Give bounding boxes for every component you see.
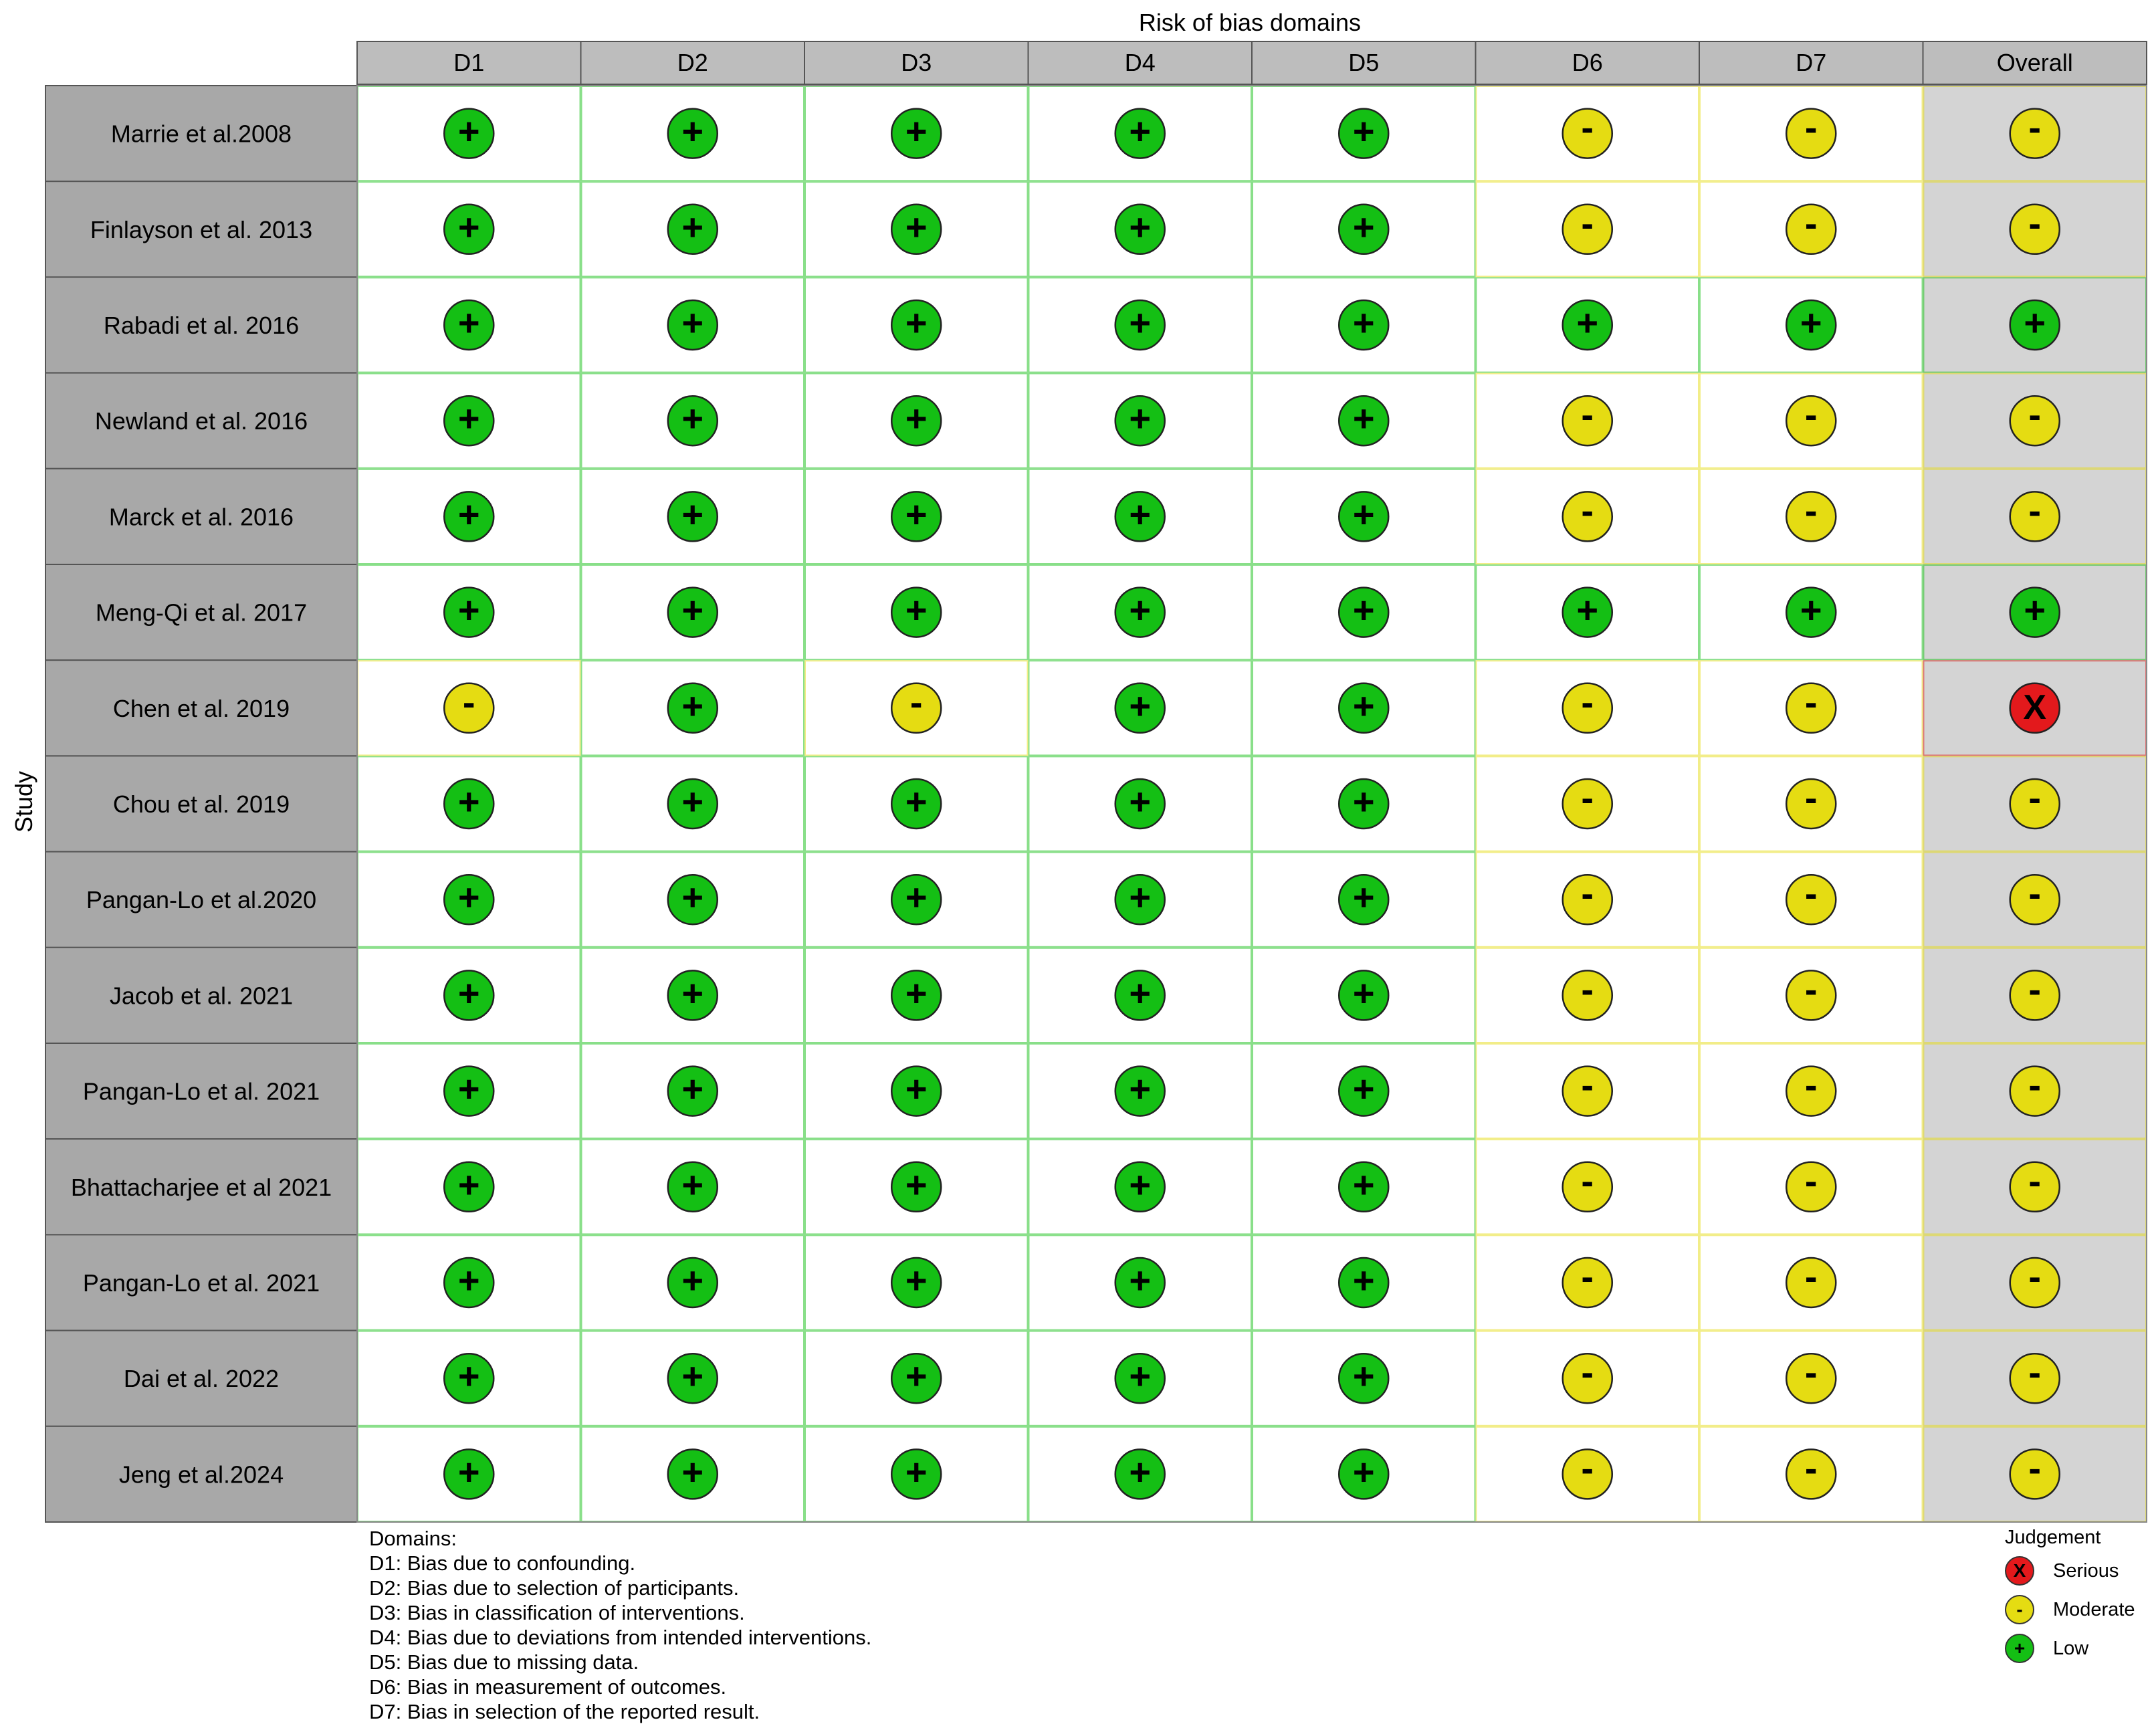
- judgement-symbol-moderate: -: [1804, 968, 1818, 1010]
- domain-description-d2: D2: Bias due to selection of participants.: [369, 1576, 740, 1600]
- judgement-symbol-low: +: [1129, 876, 1152, 919]
- judgement-symbol-low: +: [457, 1067, 480, 1110]
- judgement-symbol-moderate: -: [1804, 1063, 1818, 1106]
- study-label: Pangan-Lo et al. 2021: [82, 1077, 320, 1105]
- study-label: Meng-Qi et al. 2017: [95, 599, 308, 627]
- judgement-symbol-moderate: -: [462, 680, 475, 723]
- study-label: Jacob et al. 2021: [109, 982, 294, 1010]
- column-header-d1: D1: [453, 49, 485, 76]
- judgement-symbol-moderate: -: [1581, 393, 1594, 436]
- judgement-symbol-moderate: -: [1804, 1446, 1818, 1489]
- judgement-symbol-moderate: -: [2028, 776, 2042, 819]
- judgement-symbol-low: +: [1129, 1163, 1152, 1206]
- judgement-symbol-low: +: [1129, 684, 1152, 727]
- judgement-symbol-moderate: -: [1804, 680, 1818, 723]
- judgement-symbol-low: +: [1576, 302, 1599, 344]
- study-label: Pangan-Lo et al.2020: [86, 886, 317, 914]
- judgement-symbol-moderate: -: [2028, 872, 2042, 915]
- judgement-symbol-low: +: [1129, 1355, 1152, 1398]
- judgement-symbol-moderate: -: [1804, 1159, 1818, 1202]
- study-label: Chou et al. 2019: [112, 790, 290, 818]
- judgement-symbol-moderate: -: [1581, 776, 1594, 819]
- judgement-symbol-low: +: [1129, 1450, 1152, 1493]
- judgement-symbol-low: +: [905, 493, 928, 536]
- judgement-symbol-moderate: -: [1804, 872, 1818, 915]
- judgement-symbol-low: +: [681, 1067, 704, 1110]
- column-header-d2: D2: [677, 49, 708, 76]
- judgement-symbol-moderate: -: [1581, 106, 1594, 148]
- judgement-symbol-low: +: [1129, 493, 1152, 536]
- column-header-d5: D5: [1348, 49, 1380, 76]
- domain-description-d4: D4: Bias due to deviations from intended interventions.: [369, 1626, 872, 1649]
- judgement-symbol-low: +: [1129, 205, 1152, 248]
- judgement-symbol-moderate: -: [2028, 489, 2042, 532]
- judgement-symbol-moderate: -: [1581, 1351, 1594, 1394]
- chart-title: Risk of bias domains: [1138, 9, 1362, 36]
- judgement-symbol-low: +: [1129, 1259, 1152, 1301]
- judgement-symbol-moderate: -: [1581, 968, 1594, 1010]
- judgement-symbol-moderate: -: [909, 680, 923, 723]
- judgement-symbol-low: +: [681, 1355, 704, 1398]
- serious-x-icon: X: [2005, 1556, 2034, 1586]
- judgement-symbol-low: +: [1352, 493, 1375, 536]
- judgement-symbol-low: +: [905, 1163, 928, 1206]
- judgement-symbol-low: +: [2024, 588, 2046, 631]
- judgement-symbol-moderate: -: [1804, 1351, 1818, 1394]
- judgement-symbol-moderate: -: [2028, 1255, 2042, 1297]
- judgement-symbol-low: +: [681, 110, 704, 152]
- judgement-symbol-low: +: [457, 302, 480, 344]
- judgement-symbol-low: +: [1352, 780, 1375, 823]
- judgement-symbol-low: +: [681, 972, 704, 1014]
- judgement-symbol-moderate: -: [2028, 201, 2042, 244]
- judgement-symbol-moderate: -: [1804, 106, 1818, 148]
- judgement-symbol-low: +: [1352, 205, 1375, 248]
- judgement-symbol-low: +: [905, 588, 928, 631]
- judgement-symbol-low: +: [457, 780, 480, 823]
- judgement-symbol-low: +: [1352, 1355, 1375, 1398]
- judgement-symbol-low: +: [1129, 302, 1152, 344]
- judgement-symbol-low: +: [905, 972, 928, 1014]
- study-label: Bhattacharjee et al 2021: [70, 1173, 332, 1201]
- judgement-symbol-low: +: [1129, 1067, 1152, 1110]
- domains-title: Domains:: [369, 1527, 457, 1550]
- study-label: Rabadi et al. 2016: [103, 312, 300, 339]
- judgement-symbol-low: +: [1352, 397, 1375, 440]
- judgement-symbol-low: +: [457, 972, 480, 1014]
- moderate-minus-icon: -: [2005, 1595, 2034, 1624]
- judgement-symbol-moderate: -: [1581, 1159, 1594, 1202]
- judgement-symbol-moderate: -: [1581, 1063, 1594, 1106]
- judgement-symbol-moderate: -: [2028, 106, 2042, 148]
- judgement-symbol-low: +: [457, 205, 480, 248]
- judgement-symbol-low: +: [457, 493, 480, 536]
- column-header-d6: D6: [1572, 49, 1603, 76]
- judgement-symbol-low: +: [905, 1259, 928, 1301]
- judgement-symbol-low: +: [905, 876, 928, 919]
- study-label: Newland et al. 2016: [94, 407, 308, 435]
- judgement-symbol-low: +: [905, 397, 928, 440]
- judgement-symbol-low: +: [905, 780, 928, 823]
- study-label: Finlayson et al. 2013: [90, 215, 313, 243]
- judgement-symbol-low: +: [905, 1067, 928, 1110]
- judgement-symbol-low: +: [1129, 972, 1152, 1014]
- study-label: Pangan-Lo et al. 2021: [82, 1269, 320, 1297]
- judgement-symbol-low: +: [457, 1450, 480, 1493]
- judgement-symbol-low: +: [1352, 110, 1375, 152]
- judgement-symbol-low: +: [1352, 302, 1375, 344]
- judgement-symbol-moderate: -: [1581, 680, 1594, 723]
- judgement-symbol-low: +: [1352, 972, 1375, 1014]
- judgement-symbol-low: +: [457, 588, 480, 631]
- judgement-symbol-low: +: [905, 1355, 928, 1398]
- domain-description-d5: D5: Bias due to missing data.: [369, 1650, 639, 1674]
- column-header-d3: D3: [901, 49, 932, 76]
- judgement-symbol-low: +: [1352, 1067, 1375, 1110]
- legend-label-serious: Serious: [2053, 1559, 2119, 1582]
- judgement-symbol-low: +: [681, 876, 704, 919]
- y-axis-label: Study: [10, 770, 37, 833]
- judgement-symbol-low: +: [457, 876, 480, 919]
- judgement-symbol-low: +: [457, 397, 480, 440]
- judgement-symbol-moderate: -: [2028, 1351, 2042, 1394]
- judgement-symbol-low: +: [681, 780, 704, 823]
- judgement-symbol-low: +: [681, 205, 704, 248]
- judgement-symbol-low: +: [457, 110, 480, 152]
- judgement-symbol-low: +: [2024, 302, 2046, 344]
- judgement-symbol-moderate: -: [2028, 1159, 2042, 1202]
- grid-layer: [45, 41, 2147, 1522]
- judgement-symbol-low: +: [1129, 588, 1152, 631]
- domain-description-d3: D3: Bias in classification of interventions.: [369, 1601, 745, 1624]
- judgement-symbol-low: +: [1800, 588, 1822, 631]
- judgement-symbol-low: +: [681, 1259, 704, 1301]
- judgement-symbol-moderate: -: [1581, 489, 1594, 532]
- study-label: Marck et al. 2016: [108, 503, 294, 531]
- study-label: Jeng et al.2024: [118, 1461, 284, 1489]
- judgement-symbol-moderate: -: [1581, 201, 1594, 244]
- judgement-symbol-low: +: [905, 302, 928, 344]
- judgement-symbol-moderate: -: [1804, 776, 1818, 819]
- judgement-symbol-low: +: [1129, 110, 1152, 152]
- judgement-symbol-low: +: [681, 302, 704, 344]
- column-header-d4: D4: [1124, 49, 1156, 76]
- judgement-symbol-moderate: -: [1581, 872, 1594, 915]
- judgement-symbol-moderate: -: [1804, 489, 1818, 532]
- judgement-symbol-moderate: -: [2028, 1446, 2042, 1489]
- judgement-symbol-moderate: -: [1804, 1255, 1818, 1297]
- column-header-overall: Overall: [1996, 49, 2073, 76]
- judgement-symbol-moderate: -: [1804, 201, 1818, 244]
- judgement-symbol-low: +: [905, 205, 928, 248]
- judgement-symbol-low: +: [681, 588, 704, 631]
- judgement-symbol-moderate: -: [2028, 968, 2042, 1010]
- judgement-symbol-low: +: [681, 1450, 704, 1493]
- study-label: Marrie et al.2008: [110, 120, 292, 148]
- legend-label-moderate: Moderate: [2053, 1598, 2135, 1620]
- judgement-symbol-low: +: [457, 1259, 480, 1301]
- judgement-symbol-low: +: [681, 1163, 704, 1206]
- judgement-symbol-low: +: [457, 1163, 480, 1206]
- domain-description-d7: D7: Bias in selection of the reported result.: [369, 1700, 760, 1723]
- study-label: Chen et al. 2019: [112, 694, 290, 722]
- judgement-symbol-low: +: [1352, 876, 1375, 919]
- judgement-symbol-moderate: -: [1804, 393, 1818, 436]
- judgement-symbol-serious: X: [2023, 687, 2047, 727]
- judgement-symbol-low: +: [1352, 1450, 1375, 1493]
- column-header-d7: D7: [1796, 49, 1827, 76]
- judgement-symbol-moderate: -: [2028, 1063, 2042, 1106]
- judgement-symbol-low: +: [1352, 1259, 1375, 1301]
- judgement-symbol-moderate: -: [1581, 1255, 1594, 1297]
- legend-title: Judgement: [2005, 1527, 2101, 1548]
- judgement-symbol-low: +: [681, 397, 704, 440]
- legend-label-low: Low: [2053, 1637, 2089, 1659]
- judgement-symbol-low: +: [1352, 684, 1375, 727]
- judgement-symbol-moderate: -: [1581, 1446, 1594, 1489]
- judgement-symbol-low: +: [905, 110, 928, 152]
- judgement-symbol-moderate: -: [2028, 393, 2042, 436]
- judgement-symbol-low: +: [1352, 1163, 1375, 1206]
- judgement-symbol-low: +: [1129, 397, 1152, 440]
- low-plus-icon: +: [2005, 1634, 2034, 1663]
- judgement-symbol-low: +: [1129, 780, 1152, 823]
- judgement-symbol-low: +: [457, 1355, 480, 1398]
- judgement-symbol-low: +: [1800, 302, 1822, 344]
- judgement-symbol-low: +: [1576, 588, 1599, 631]
- domain-description-d6: D6: Bias in measurement of outcomes.: [369, 1675, 727, 1699]
- domain-description-d1: D1: Bias due to confounding.: [369, 1551, 636, 1575]
- judgement-symbol-low: +: [1352, 588, 1375, 631]
- judgement-symbol-low: +: [681, 493, 704, 536]
- judgement-symbol-low: +: [681, 684, 704, 727]
- study-label: Dai et al. 2022: [123, 1365, 280, 1393]
- judgement-symbol-low: +: [905, 1450, 928, 1493]
